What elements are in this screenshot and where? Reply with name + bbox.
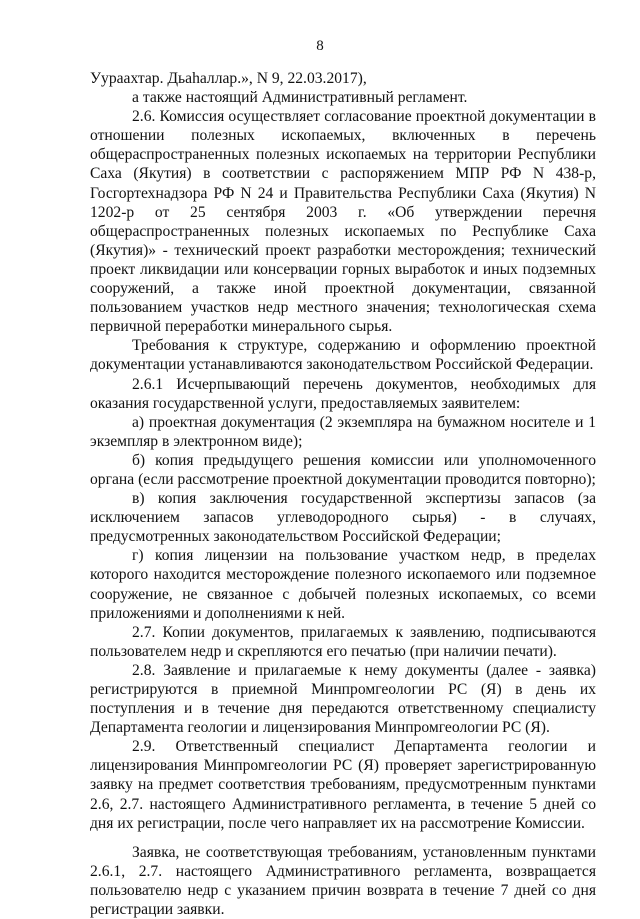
paragraph-2-6-1: 2.6.1 Исчерпывающий перечень документов, необходимых для оказания государственной услуги, предоставляемых заявителем: (90, 375, 596, 412)
list-item-v: в) копия заключения государственной экспертизы запасов (за исключением запасов углеводородного сырья) - в случаях, предусмотренных законодательством Российской Федерации; (90, 490, 596, 546)
list-item-g: г) копия лицензии на пользование участком недр, в пределах которого находится месторождение полезного ископаемого или подземное сооружение, не связанное с добычей полезных ископаемых, со всеми приложениями и дополнениями к ней. (90, 547, 596, 622)
paragraph-2-6: 2.6. Комиссия осуществляет согласование проектной документации в отношении полезных ископаемых, включенных в перечень общераспространенных полезных ископаемых на территории Республики Саха (Якутия) в соответствии с распоряжением МПР РФ N 438-р, Госгортехнадзора РФ N 24 и Правительства Республики Саха (Якутия) N 1202-р от 25 сентября 2003 г. «Об утверждении перечня общераспространенных полезных ископаемых по Республике Саха (Якутия)» - технический проект разработки месторождения; технический проект ликвидации или консервации горных выработок и иных подземных сооружений, а также иной проектной документации, связанной пользованием участков недр местного значения; технологическая схема первичной переработки минерального сырья. (90, 108, 596, 336)
paragraph-2-8: 2.8. Заявление и прилагаемые к нему документы (далее - заявка) регистрируются в приемной Минпромгеологии РС (Я) в день их поступления и в течение дня передаются ответственному специалисту Департамента геологии и лицензирования Минпромгеологии РС (Я). (90, 661, 596, 737)
paragraph-continuation: Уураахтар. Дьаһаллар.», N 9, 22.03.2017), (90, 70, 367, 87)
list-item-b: б) копия предыдущего решения комиссии или уполномоченного органа (если рассмотрение проектной документации проводится повторно); (90, 451, 596, 488)
paragraph: Заявка, не соответствующая требованиям, установленным пунктами 2.6.1, 2.7. настоящего Административного регламента, возвращается пользователю недр с указанием причин возврата в течение 7 дней со дня регистрации заявки. (90, 843, 596, 919)
paragraph-2-9: 2.9. Ответственный специалист Департамента геологии и лицензирования Минпромгеологии РС (Я) проверяет зарегистрированную заявку на предмет соответствия требованиям, предусмотренным пунктами 2.6, 2.7. настоящего Административного регламента, в течение 5 дней со дня их регистрации, после чего направляет их на рассмотрение Комиссии. (90, 738, 596, 832)
paragraph: а также настоящий Административный регламент. (132, 89, 468, 107)
paragraph: Требования к структуре, содержанию и оформлению проектной документации устанавливаются законодательством Российской Федерации. (90, 337, 596, 374)
paragraph-2-7: 2.7. Копии документов, прилагаемых к заявлению, подписываются пользователем недр и скрепляются его печатью (при наличии печати). (90, 623, 596, 660)
document-body (90, 69, 596, 919)
page-number: 8 (316, 38, 324, 54)
list-item-a: а) проектная документация (2 экземпляра на бумажном носителе и 1 экземпляр в электронном виде); (90, 413, 596, 450)
